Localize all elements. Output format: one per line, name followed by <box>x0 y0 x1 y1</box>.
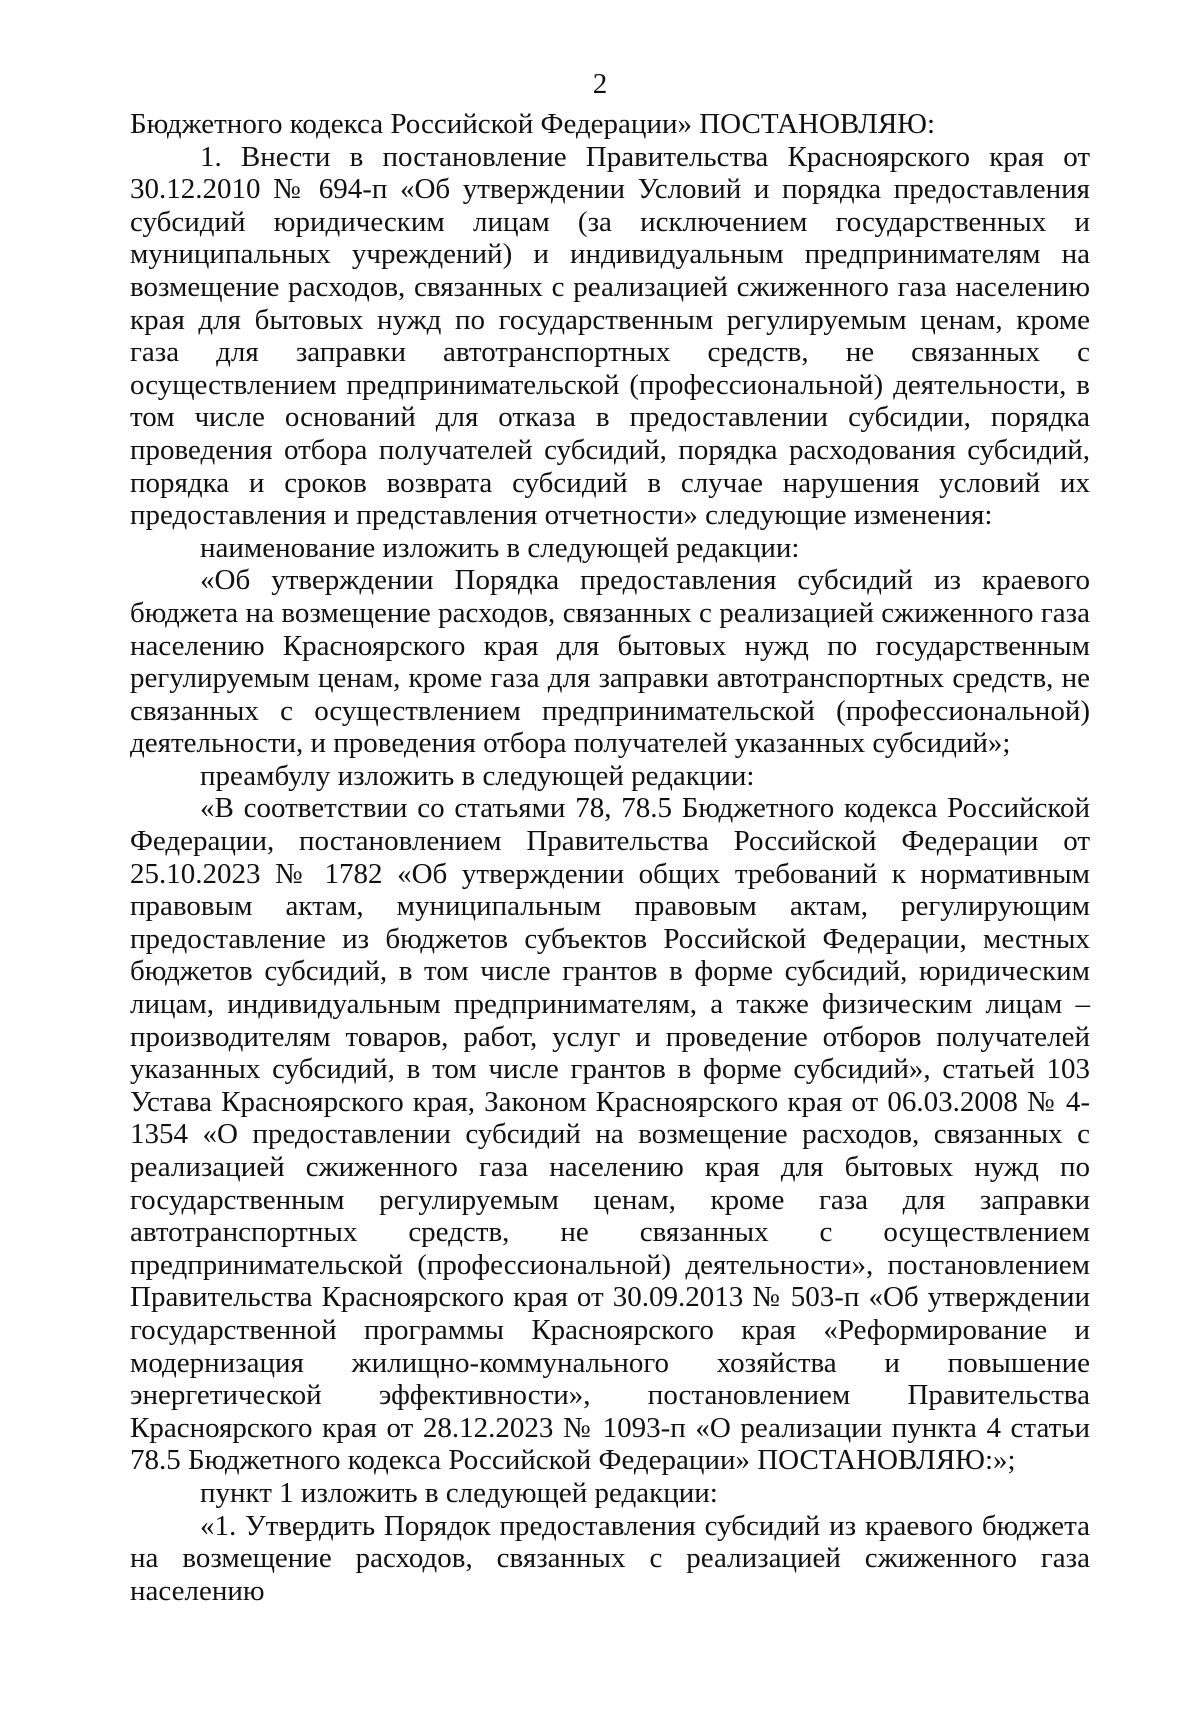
paragraph-new-title: «Об утверждении Порядка предоставления субсидий из краевого бюджета на возмещение расходов, связанных с реализацией сжиженного газа населению Красноярского края для бытовых нужд по государственным регулируемым ценам, кроме газа для заправки автотранспортных средств, не связанных с осуществлением предпринимательской (профессиональной) деятельности, и проведения отбора получателей указанных субсидий»; <box>130 564 1090 760</box>
paragraph-point-instruction: пункт 1 изложить в следующей редакции: <box>200 1476 718 1509</box>
paragraph-new-preamble: «В соответствии со статьями 78, 78.5 Бюджетного кодекса Российской Федерации, постановлением Правительства Российской Федерации от 25.10.2023 № 1782 «Об утверждении общих требований к нормативным правовым актам, муниципальным правовым актам, регулирующим предоставление из бюджетов субъектов Российской Федерации, местных бюджетов субсидий, в том числе грантов в форме субсидий, юридическим лицам, индивидуальным предпринимателям, а также физическим лицам – производителям товаров, работ, услуг и проведение отборов получателей указанных субсидий, в том числе грантов в форме субсидий», статьей 103 Устава Красноярского края, Законом Красноярского края от 06.03.2008 № 4-1354 «О предоставлении субсидий на возмещение расходов, связанных с реализацией сжиженного газа населению края для бытовых нужд по государственным регулируемым ценам, кроме газа для заправки автотранспортных средств, не связанных с осуществлением предпринимательской (профессиональной) деятельности», постановлением Правительства Красноярского края от 30.09.2013 № 503-п «Об утверждении государственной программы Красноярского края «Реформирование и модернизация жилищно-коммунального хозяйства и повышение энергетической эффективности», постановлением Правительства Красноярского края от 28.12.2023 № 1093-п «О реализации пункта 4 статьи 78.5 Бюджетного кодекса Российской Федерации» ПОСТАНОВЛЯЮ:»; <box>130 792 1090 1477</box>
paragraph-preamble-instruction: преамбулу изложить в следующей редакции: <box>200 759 755 792</box>
paragraph-continuation: Бюджетного кодекса Российской Федерации» ПОСТАНОВЛЯЮ: <box>130 108 936 140</box>
document-body <box>130 108 1090 1607</box>
paragraph-new-point-1: «1. Утвердить Порядок предоставления субсидий из краевого бюджета на возмещение расходов, связанных с реализацией сжиженного газа населению <box>130 1509 1090 1607</box>
page-number: 2 <box>592 68 608 100</box>
paragraph-title-instruction: наименование изложить в следующей редакции: <box>200 531 800 564</box>
paragraph-item-1: 1. Внести в постановление Правительства Красноярского края от 30.12.2010 № 694-п «Об утверждении Условий и порядка предоставления субсидий юридическим лицам (за исключением государственных и муниципальных учреждений) и индивидуальным предпринимателям на возмещение расходов, связанных с реализацией сжиженного газа населению края для бытовых нужд по государственным регулируемым ценам, кроме газа для заправки автотранспортных средств, не связанных с осуществлением предпринимательской (профессиональной) деятельности, в том числе оснований для отказа в предоставлении субсидии, порядка проведения отбора получателей субсидий, порядка расходования субсидий, порядка и сроков возврата субсидий в случае нарушения условий их предоставления и представления отчетности» следующие изменения: <box>130 140 1090 532</box>
